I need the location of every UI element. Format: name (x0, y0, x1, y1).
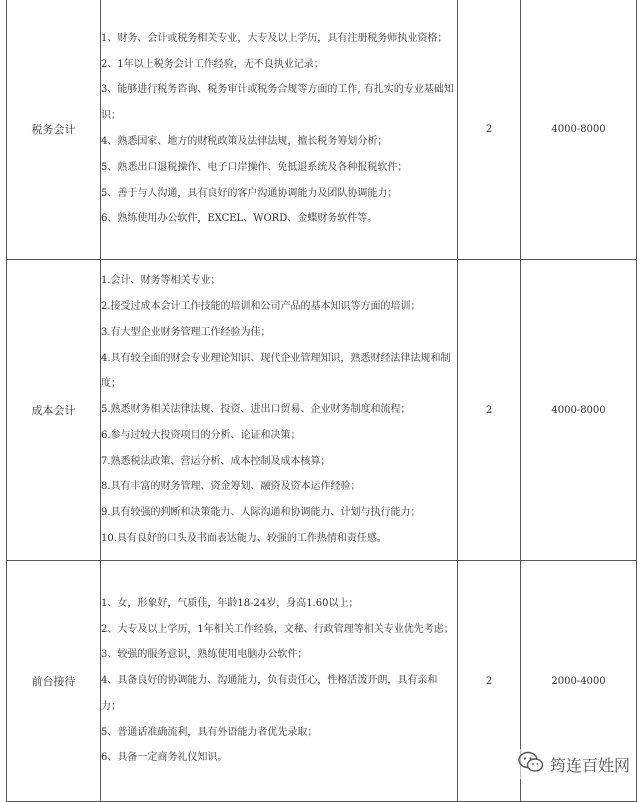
requirement-line: 1、女，形象好，气质佳，年龄18-24岁，身高1.60以上； (101, 597, 359, 609)
requirement-line: 4.具有较全面的财会专业理论知识、现代企业管理知识，熟悉财经法律法规和制度； (101, 352, 451, 390)
requirement-line: 6、熟练使用办公软件，EXCEL、WORD、金蝶财务软件等。 (101, 213, 378, 225)
wechat-icon (518, 751, 550, 777)
requirement-line: 5、普通话准确流利，具有外语能力者优先录取； (101, 726, 318, 738)
table-row (7, 0, 637, 260)
requirement-line: 6、具备一定商务礼仪知识。 (101, 752, 228, 764)
requirement-line: 3、能够进行税务咨询、税务审计或税务合规等方面的工作, 有扎实的专业基础知识； (101, 84, 454, 122)
requirement-line: 2、大专及以上学历，1年相关工作经验，文秘、行政管理等相关专业优先考虑； (101, 623, 454, 635)
requirement-line: 2、1年以上税务会计工作经验，无不良执业记录； (101, 58, 324, 70)
requirement-line: 1、财务、会计或税务相关专业，大专及以上学历，具有注册税务师执业资格； (101, 32, 448, 44)
job-title: 税务会计 (7, 0, 101, 260)
job-headcount: 2 (458, 0, 521, 260)
job-salary: 2000-4000 (521, 561, 637, 802)
requirement-line: 5、善于与人沟通，具有良好的客户沟通协调能力及团队协调能力； (101, 187, 398, 199)
requirement-line: 5.熟悉财务相关法律法规、投资、进出口贸易、企业财务制度和流程； (101, 404, 411, 416)
requirement-line: 3、较强的服务意识，熟练使用电脑办公软件； (101, 649, 308, 661)
requirement-line: 4、熟悉国家、地方的财税政策及法律法规，擅长税务筹划分析； (101, 136, 388, 147)
job-salary: 4000-8000 (521, 260, 637, 561)
job-requirements (101, 561, 458, 802)
job-salary: 4000-8000 (521, 0, 637, 260)
requirement-line: 8.具有丰富的财务管理、资金筹划、融资及资本运作经验； (101, 481, 361, 493)
requirement-line: 4、具备良好的协调能力、沟通能力，负有责任心，性格活泼开朗，具有亲和力； (101, 675, 438, 712)
job-requirements (101, 0, 458, 260)
watermark (514, 749, 634, 779)
requirement-line: 3.有大型企业财务管理工作经验为佳； (101, 326, 271, 338)
requirement-line: 1.会计、财务等相关专业； (101, 275, 221, 287)
job-headcount: 2 (458, 561, 521, 802)
job-title: 成本会计 (7, 260, 101, 561)
job-requirements (101, 260, 458, 561)
job-table (6, 0, 637, 802)
requirement-line: 9.具有较强的判断和决策能力、人际沟通和协调能力、计划与执行能力； (101, 507, 421, 519)
table-row (7, 260, 637, 561)
watermark-text: 筠连百姓网 (549, 755, 630, 775)
job-title: 前台接待 (7, 561, 101, 802)
job-headcount: 2 (458, 260, 521, 561)
requirement-line: 6.参与过较大投资项目的分析、论证和决策； (101, 429, 301, 441)
requirement-line: 10.具有良好的口头及书面表达能力、较强的工作热情和责任感。 (101, 533, 387, 545)
requirement-line: 7.熟悉税法政策、营运分析、成本控制及成本核算； (101, 455, 331, 467)
requirement-line: 2.接受过成本会计工作技能的培训和公司产品的基本知识等方面的培训； (101, 300, 421, 312)
requirement-line: 5、熟悉出口退税操作、电子口岸操作、免抵退系统及各种报税软件； (101, 161, 408, 173)
